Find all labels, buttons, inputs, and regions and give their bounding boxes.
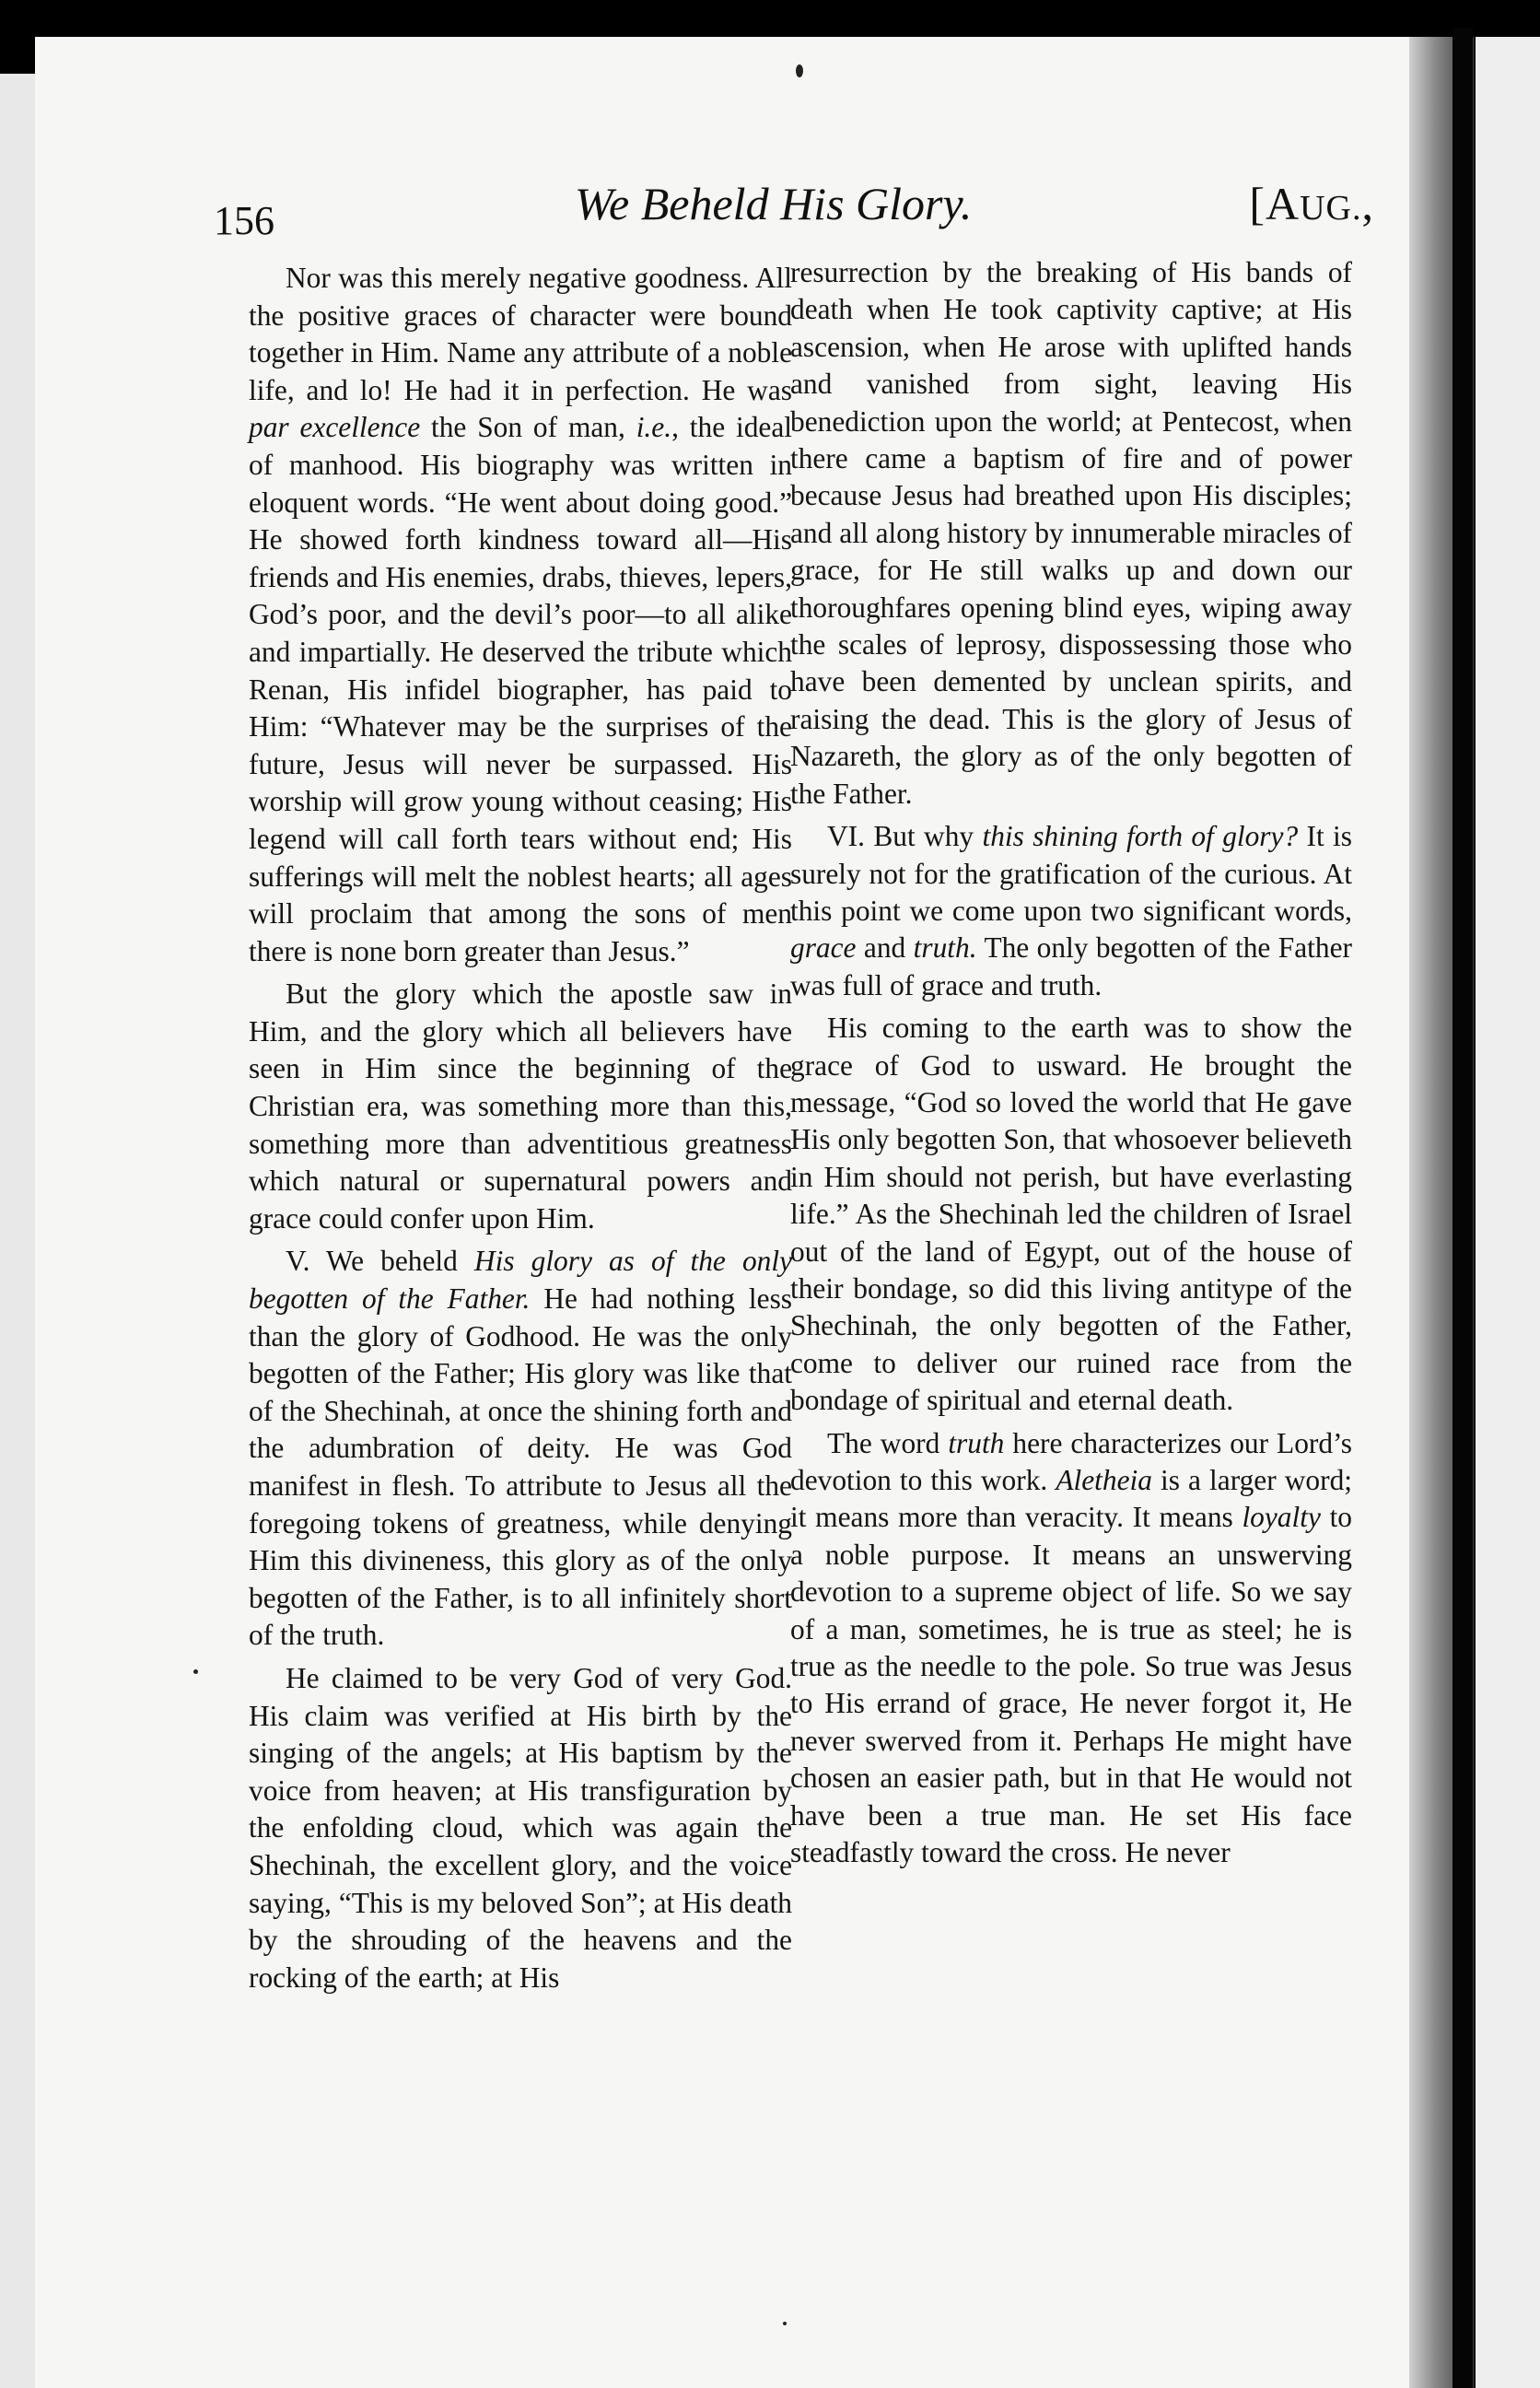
date-month-initial: A: [1266, 178, 1301, 229]
italic-text: His glory as of the only begotten of the Father.: [249, 1245, 792, 1316]
text-run: It is surely not for the gratification of the curious. At this point we come upon two significant words,: [790, 820, 1352, 927]
text-run: Nor was this merely negative goodness. All the positive graces of character were bound together in Him. Name any attribute of a noble life, and lo! He had it in perfection. He was: [249, 262, 792, 406]
paragraph: [790, 818, 1352, 1004]
paragraph: [249, 260, 792, 970]
italic-text: truth: [948, 1426, 1005, 1459]
paragraph: His coming to the earth was to show the grace of God to usward. He brought the message, “God so loved the world that He gave His only begotten Son, that whosoever believeth in Him should not perish, but have everlasting life.” As the Shechinah led the children of Israel out of the land of Egypt, out of the house of their bondage, so did this living antitype of the Shechinah, the only begotten of the Father, come to deliver our ruined race from the bondage of spiritual and eternal death.: [790, 1012, 1352, 1417]
italic-text: truth.: [913, 931, 977, 965]
page-number: 156: [214, 198, 274, 243]
paragraph: He claimed to be very God of very God. His claim was verified at His birth by the singing of the angels; at His baptism by the voice from heaven; at His transfiguration by the enfolding cloud, which was again the Shechinah, the excellent glory, and the voice saying, “This is my beloved Son”; at His death by the shrouding of the heavens and the rocking of the earth; at His: [249, 1661, 792, 1994]
text-run: He had nothing less than the glory of Godhood. He was the only begotten of the Father; His glory was like that of the Shechinah, at once the shining forth and the adumbration of deity. He was God manifest in flesh. To attribute to Jesus all the foregoing tokens of greatness, while denying Him this divineness, this glory as of the only begotten of the Father, is to all infinitely short of the truth.: [249, 1282, 792, 1652]
paragraph: resurrection by the breaking of His bands of death when He took captivity captive; at His ascension, when He arose with uplifted hands and vanished from sight, leaving His benediction upon the world; at Pentecost, when there came a baptism of fire and of power because Jesus had breathed upon His disciples; and all along history by innumerable miracles of grace, for He still walks up and down our thoroughfares opening blind eyes, wiping away the scales of leprosy, dispossessing those who have been demented by unclean spirits, and raising the dead. This is the glory of Jesus of Nazareth, the glory as of the only begotten of the Father.: [790, 256, 1352, 810]
text-run: is a larger word; it means more than veracity. It means: [790, 1464, 1352, 1534]
book-gutter: [1452, 28, 1473, 2388]
text-run: VI. But why: [827, 820, 983, 853]
italic-text: this shining forth of glory?: [982, 820, 1299, 853]
italic-text: Aletheia: [1056, 1464, 1152, 1496]
text-run: and: [856, 931, 914, 965]
running-date: [1249, 177, 1374, 230]
text-run: V. We beheld: [286, 1245, 474, 1278]
date-month-rest: UG.: [1300, 189, 1362, 228]
text-run: The word: [827, 1426, 949, 1459]
page-header: [214, 177, 1374, 260]
paragraph: But the glory which the apostle saw in Him, and the glory which all believers have seen in Him since the beginning of the Christian era, was something more than this, something more than adventitious greatness which natural or supernatural powers and grace could confer upon Him.: [249, 977, 792, 1235]
right-column: [790, 254, 1352, 1877]
text-run: , the ideal of manhood. His biography was written in eloquent words. “He went about doing good.” He showed forth kindness toward all—His friends and His enemies, drabs, thieves, lepers, God’s poor, and the devil’s poor—to all alike and impartially. He deserved the tribute which Renan, His infidel biographer, has paid to Him: “Whatever may be the surprises of the future, Jesus will never be surpassed. His worship will grow young without ceasing; His legend will call forth tears without end; His sufferings will melt the noblest hearts; all ages will proclaim that among the sons of men there is none born greater than Jesus.”: [249, 411, 792, 967]
running-title: We Beheld His Glory.: [575, 178, 973, 229]
paragraph: [249, 1243, 792, 1655]
text-run: The only begotten of the Father was full of grace and truth.: [790, 931, 1352, 1001]
italic-text: grace: [790, 931, 857, 965]
ink-speck: [193, 1669, 198, 1674]
italic-text: par excellence: [249, 411, 421, 444]
facing-page-strip: [1476, 37, 1540, 2388]
date-bracket: [: [1249, 178, 1266, 229]
text-run: the Son of man,: [420, 411, 636, 444]
paragraph: [790, 1425, 1352, 1872]
ink-speck: [796, 64, 803, 77]
italic-text: loyalty: [1242, 1501, 1321, 1534]
italic-text: i.e.: [636, 411, 672, 444]
text-run: here characterizes our Lord’s devotion to this work.: [790, 1426, 1352, 1496]
page-left-edge: [0, 74, 35, 2388]
text-run: to a noble purpose. It means an unswerving devotion to a supreme object of life. So we say of a man, sometimes, he is true as steel; he is true as the needle to the pole. So true was Jesus to His errand of grace, He never forgot it, He never swerved from it. Perhaps He might have chosen an easier path, but in that He would not have been a true man. He set His face steadfastly toward the cross. He never: [790, 1501, 1353, 1869]
left-column: [249, 260, 792, 2002]
ink-speck: [783, 2322, 787, 2325]
date-comma: ,: [1361, 178, 1374, 229]
